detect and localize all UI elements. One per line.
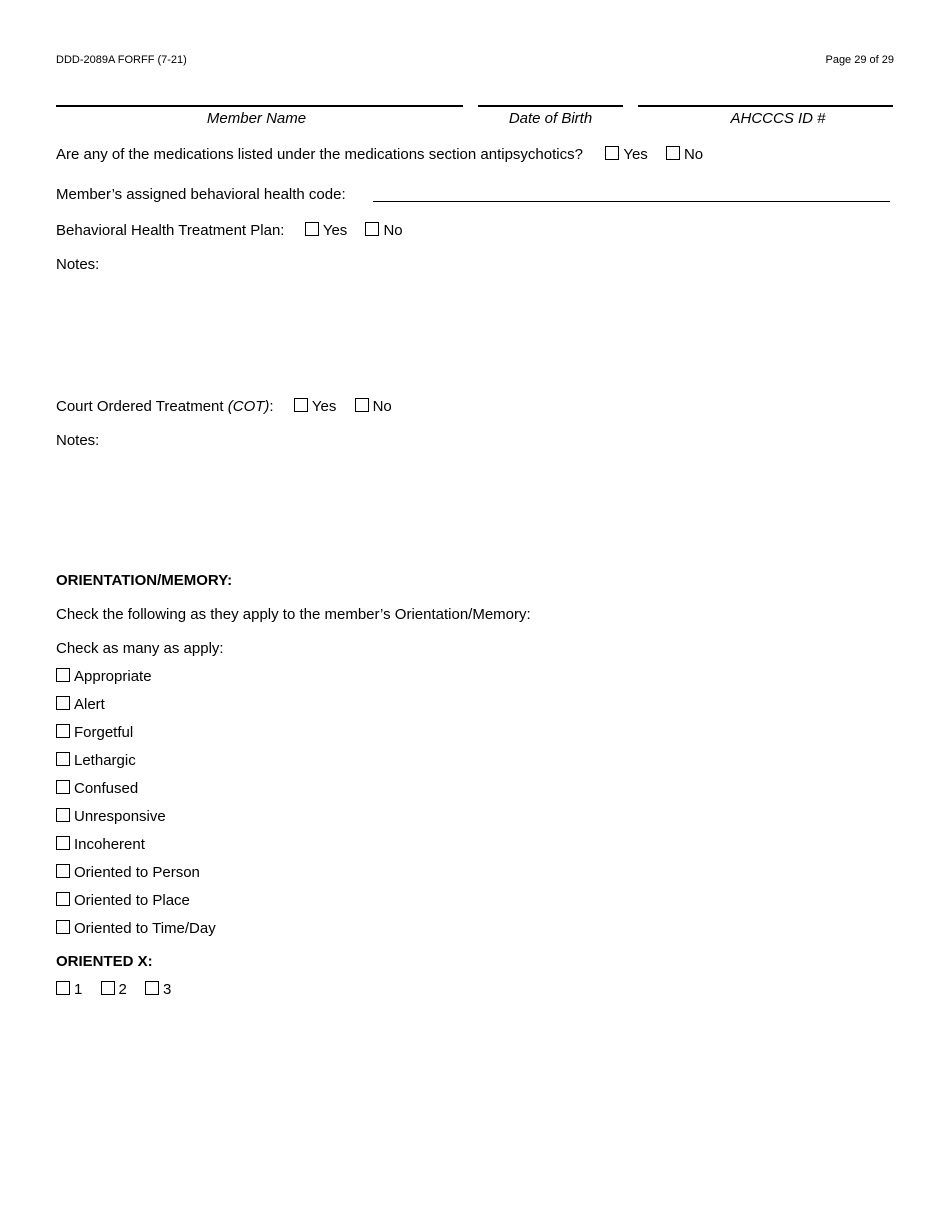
oriented-x-option-2[interactable] <box>101 981 127 999</box>
member-name-line[interactable] <box>56 105 463 107</box>
orientation-option-lethargic[interactable] <box>56 752 136 770</box>
antipsychotics-question-text: Are any of the medications listed under the medications section antipsychotics? <box>56 146 583 163</box>
orientation-instruction: Check the following as they apply to the member’s Orientation/Memory: <box>56 606 531 623</box>
oriented-x-label-1: 1 <box>74 981 83 998</box>
oriented-x-option-3[interactable] <box>145 981 171 999</box>
cot-notes-area[interactable] <box>56 454 890 559</box>
form-id: DDD-2089A FORFF (7-21) <box>56 54 187 66</box>
bh-plan-no-option[interactable] <box>365 222 402 240</box>
oriented-x-label-2: 2 <box>118 981 127 998</box>
orientation-option-alert[interactable] <box>56 696 105 714</box>
date-of-birth-line[interactable] <box>478 105 623 107</box>
option-label: Forgetful <box>74 724 134 741</box>
option-label: Oriented to Place <box>74 892 190 909</box>
checkbox[interactable] <box>56 668 70 682</box>
cot-row <box>56 398 406 416</box>
bh-plan-yes-option[interactable] <box>305 222 347 240</box>
cot-label: Court Ordered Treatment <box>56 398 224 415</box>
antipsychotics-no-label: No <box>683 146 704 163</box>
orientation-option-incoherent[interactable] <box>56 836 145 854</box>
antipsychotics-question <box>56 146 717 164</box>
option-label: Confused <box>74 780 139 797</box>
cot-yes-label: Yes <box>311 398 337 415</box>
bh-plan-notes-area[interactable] <box>56 278 890 386</box>
checkbox[interactable] <box>56 892 70 906</box>
antipsychotics-no-option[interactable] <box>666 146 703 164</box>
oriented-x-checkbox-1[interactable] <box>56 981 70 995</box>
option-label: Lethargic <box>74 752 136 769</box>
bh-plan-yes-checkbox[interactable] <box>305 222 319 236</box>
orientation-option-appropriate[interactable] <box>56 668 152 686</box>
checkbox[interactable] <box>56 724 70 738</box>
orientation-option-forgetful[interactable] <box>56 724 133 742</box>
oriented-x-label-3: 3 <box>163 981 172 998</box>
oriented-x-checkbox-2[interactable] <box>101 981 115 995</box>
oriented-x-checkbox-3[interactable] <box>145 981 159 995</box>
check-many-label: Check as many as apply: <box>56 640 224 657</box>
cot-no-checkbox[interactable] <box>355 398 369 412</box>
oriented-x-heading: ORIENTED X: <box>56 953 153 970</box>
option-label: Oriented to Person <box>74 864 200 881</box>
oriented-x-option-1[interactable] <box>56 981 82 999</box>
ahcccs-id-line[interactable] <box>638 105 893 107</box>
bh-plan-no-label: No <box>383 222 403 239</box>
date-of-birth-label: Date of Birth <box>508 110 593 127</box>
checkbox[interactable] <box>56 780 70 794</box>
orientation-option-unresponsive[interactable] <box>56 808 166 826</box>
bh-code-label: Member’s assigned behavioral health code: <box>56 186 346 203</box>
cot-no-label: No <box>372 398 392 415</box>
cot-abbr: (COT) <box>227 398 270 415</box>
oriented-x-options <box>56 981 185 999</box>
antipsychotics-yes-option[interactable] <box>605 146 647 164</box>
orientation-option-time-day[interactable] <box>56 920 216 938</box>
option-label: Unresponsive <box>74 808 166 825</box>
cot-no-option[interactable] <box>355 398 392 416</box>
option-label: Appropriate <box>74 668 152 685</box>
option-label: Incoherent <box>74 836 145 853</box>
cot-notes-label: Notes: <box>56 432 100 449</box>
page-number: Page 29 of 29 <box>825 54 894 66</box>
member-name-label: Member Name <box>206 110 307 127</box>
option-label: Alert <box>74 696 105 713</box>
checkbox[interactable] <box>56 864 70 878</box>
cot-colon: : <box>269 398 274 415</box>
bh-plan-row <box>56 222 417 240</box>
bh-plan-notes-label: Notes: <box>56 256 100 273</box>
option-label: Oriented to Time/Day <box>74 920 216 937</box>
checkbox[interactable] <box>56 752 70 766</box>
checkbox[interactable] <box>56 696 70 710</box>
checkbox[interactable] <box>56 836 70 850</box>
antipsychotics-no-checkbox[interactable] <box>666 146 680 160</box>
orientation-option-confused[interactable] <box>56 780 138 798</box>
cot-yes-option[interactable] <box>294 398 336 416</box>
checkbox[interactable] <box>56 808 70 822</box>
orientation-option-place[interactable] <box>56 892 190 910</box>
bh-code-field[interactable] <box>373 201 890 202</box>
ahcccs-id-label: AHCCCS ID # <box>730 110 826 127</box>
orientation-option-person[interactable] <box>56 864 200 882</box>
bh-plan-label: Behavioral Health Treatment Plan: <box>56 222 285 239</box>
checkbox[interactable] <box>56 920 70 934</box>
antipsychotics-yes-label: Yes <box>623 146 648 163</box>
bh-plan-yes-label: Yes <box>322 222 348 239</box>
cot-yes-checkbox[interactable] <box>294 398 308 412</box>
orientation-heading: ORIENTATION/MEMORY: <box>56 572 233 589</box>
bh-plan-no-checkbox[interactable] <box>365 222 379 236</box>
antipsychotics-yes-checkbox[interactable] <box>605 146 619 160</box>
